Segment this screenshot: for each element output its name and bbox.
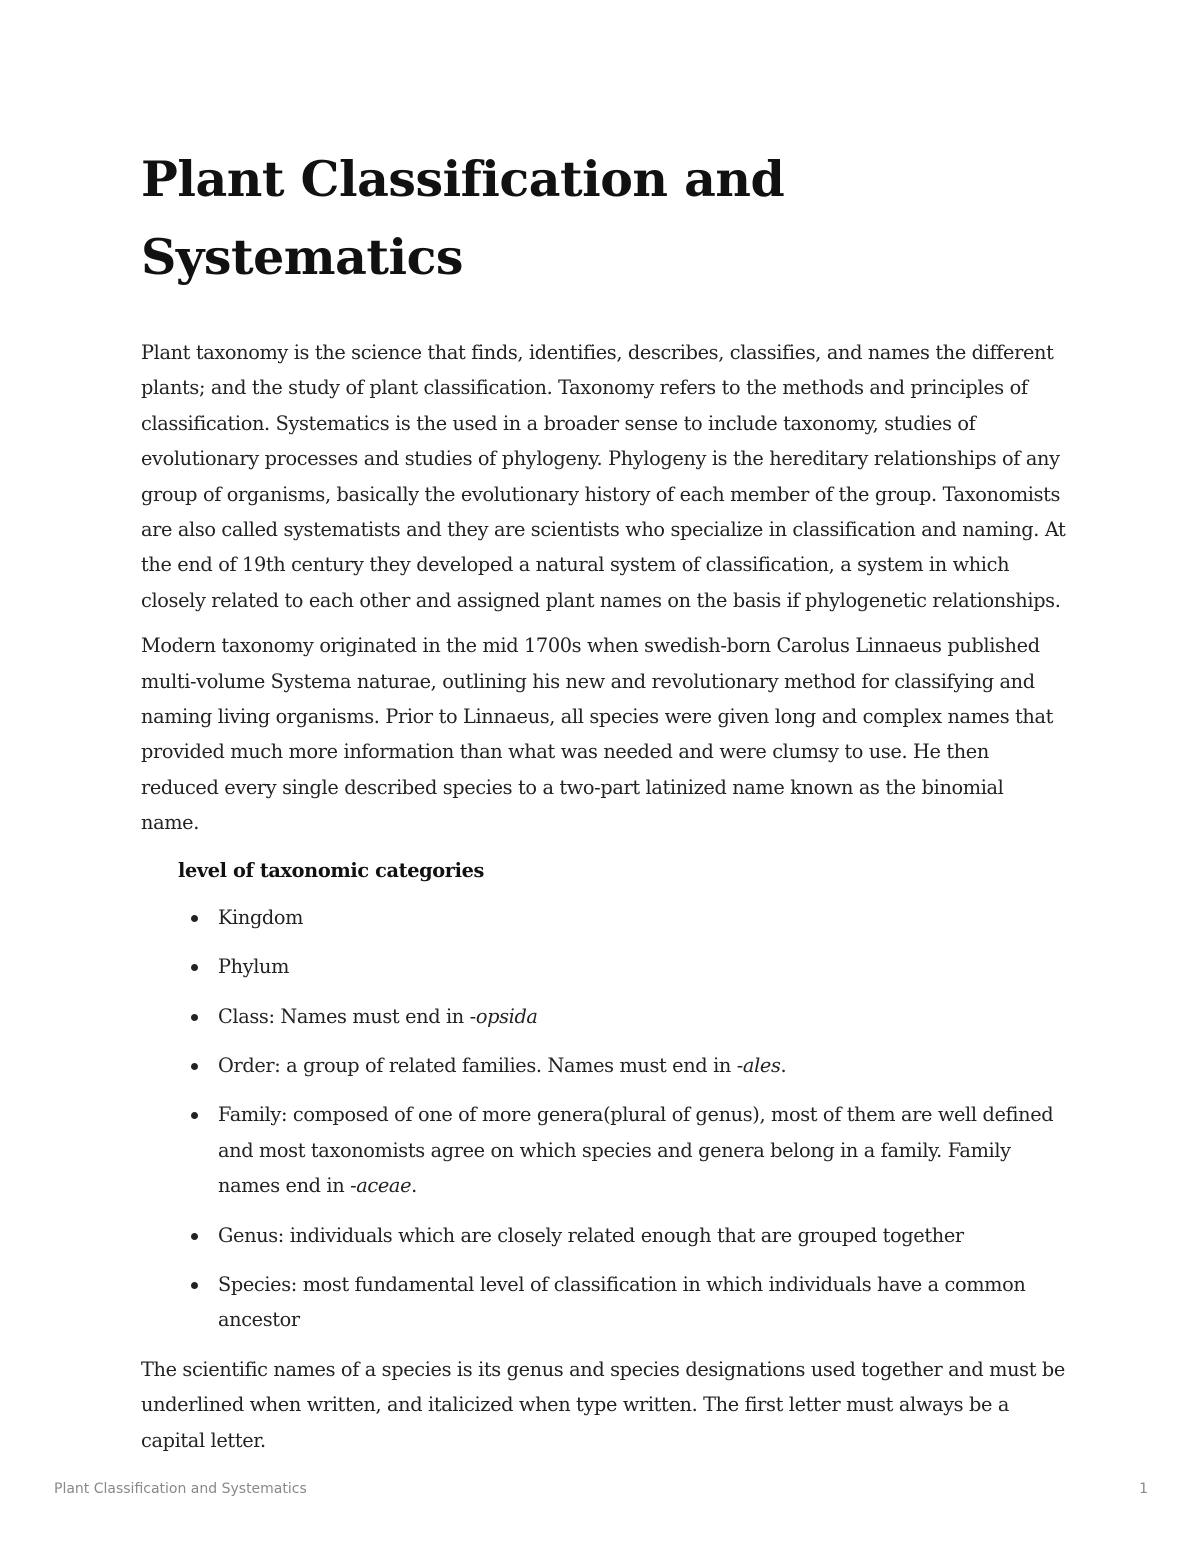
category-suffix: ales [742,1053,781,1077]
bullet-icon [191,1233,198,1240]
category-text: Family: composed of one of more genera(plural of genus), most of them are well defined and most taxonomists agree on which species and genera belong in a family. Family names end in - [218,1103,1054,1198]
list-item [141,1097,1066,1203]
category-suffix: aceae [356,1174,412,1198]
category-text: Kingdom [218,905,304,929]
bullet-icon [191,1014,198,1021]
bullet-icon [191,1063,198,1070]
categories-heading: level of taxonomic categories [178,858,484,882]
paragraph-history: Modern taxonomy originated in the mid 1700s when swedish-born Carolus Linnaeus published multi-volume Systema naturae, outlining his new and revolutionary method for classifying and naming living organisms. Prior to Linnaeus, all species were given long and complex names that provided much more information than what was needed and were clumsy to use. He then reduced every single described species to a two-part latinized name known as the binomial name. [141,634,1054,835]
bullet-icon [191,1282,198,1289]
document-page [141,140,1066,1458]
page-number: 1 [1139,1481,1148,1497]
bullet-icon [191,964,198,971]
list-item [141,900,1066,935]
category-text: Phylum [218,955,290,979]
categories-list [141,900,1066,1338]
category-after: . [411,1174,417,1198]
bullet-icon [191,915,198,922]
category-suffix: opsida [475,1004,538,1028]
list-item [141,1218,1066,1253]
category-text: Genus: individuals which are closely related enough that are grouped together [218,1223,964,1247]
footer-title: Plant Classification and Systematics [54,1481,307,1497]
category-text: Species: most fundamental level of classification in which individuals have a common ancestor [218,1272,1026,1332]
bullet-icon [191,1112,198,1119]
category-text: Class: Names must end in - [218,1004,476,1028]
list-item [141,999,1066,1034]
document-title: Plant Classification and Systematics [141,150,785,286]
paragraph-intro: Plant taxonomy is the science that finds, identifies, describes, classifies, and names the different plants; and the study of plant classification. Taxonomy refers to the methods and principles of classification. Systematics is the used in a broader sense to include taxonomy, studies of evolutionary processes and studies of phylogeny. Phylogeny is the hereditary relationships of any group of organisms, basically the evolutionary history of each member of the group. Taxonomists are also called systematists and they are scientists who specialize in classification and naming. At the end of 19th century they developed a natural system of classification, a system in which closely related to each other and assigned plant names on the basis if phylogenetic relationships. [141,341,1066,612]
paragraph-scientific-names: The scientific names of a species is its genus and species designations used together and must be underlined when written, and italicized when type written. The first letter must always be a capital letter. [141,1357,1065,1452]
category-text: Order: a group of related families. Names must end in - [218,1053,743,1077]
list-item [141,949,1066,984]
list-item [141,1267,1066,1338]
list-item [141,1048,1066,1083]
category-after: . [780,1053,787,1077]
